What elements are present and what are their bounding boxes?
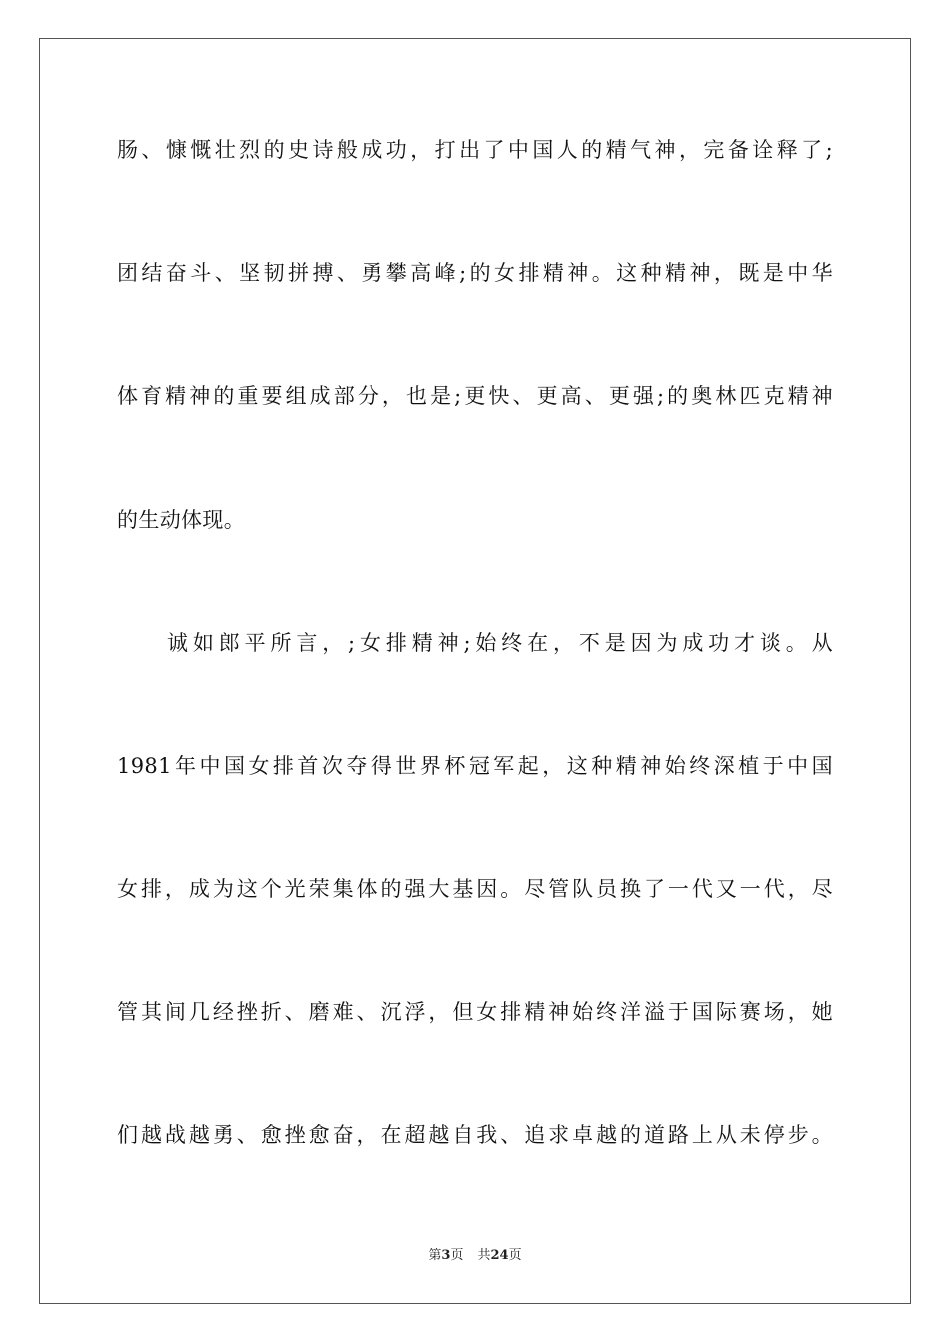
page-number: 3 xyxy=(441,1248,451,1263)
page-suffix: 页 xyxy=(450,1248,464,1263)
total-suffix: 页 xyxy=(508,1248,522,1263)
text-line-5: 诚如郎平所言，;女排精神;始终在，不是因为成功才谈。从 xyxy=(167,631,833,655)
text-line-2: 团结奋斗、坚韧拼搏、勇攀高峰;的女排精神。这种精神，既是中华 xyxy=(117,261,833,285)
text-line-7: 女排，成为这个光荣集体的强大基因。尽管队员换了一代又一代，尽 xyxy=(117,877,833,901)
text-line-9: 们越战越勇、愈挫愈奋，在超越自我、追求卓越的道路上从未停步。 xyxy=(117,1123,833,1147)
page-footer xyxy=(0,1247,950,1265)
text-line-4: 的生动体现。 xyxy=(117,508,246,532)
total-prefix: 共 xyxy=(477,1248,491,1263)
text-line-3: 体育精神的重要组成部分，也是;更快、更高、更强;的奥林匹克精神 xyxy=(117,384,833,408)
text-line-8: 管其间几经挫折、磨难、沉浮，但女排精神始终洋溢于国际赛场，她 xyxy=(117,1000,833,1024)
text-line-1: 肠、慷慨壮烈的史诗般成功，打出了中国人的精气神，完备诠释了; xyxy=(117,138,833,162)
page-border xyxy=(39,38,911,1304)
text-line-6: 1981年中国女排首次夺得世界杯冠军起，这种精神始终深植于中国 xyxy=(117,754,833,778)
total-pages: 24 xyxy=(490,1248,509,1263)
page-prefix: 第 xyxy=(428,1248,442,1263)
